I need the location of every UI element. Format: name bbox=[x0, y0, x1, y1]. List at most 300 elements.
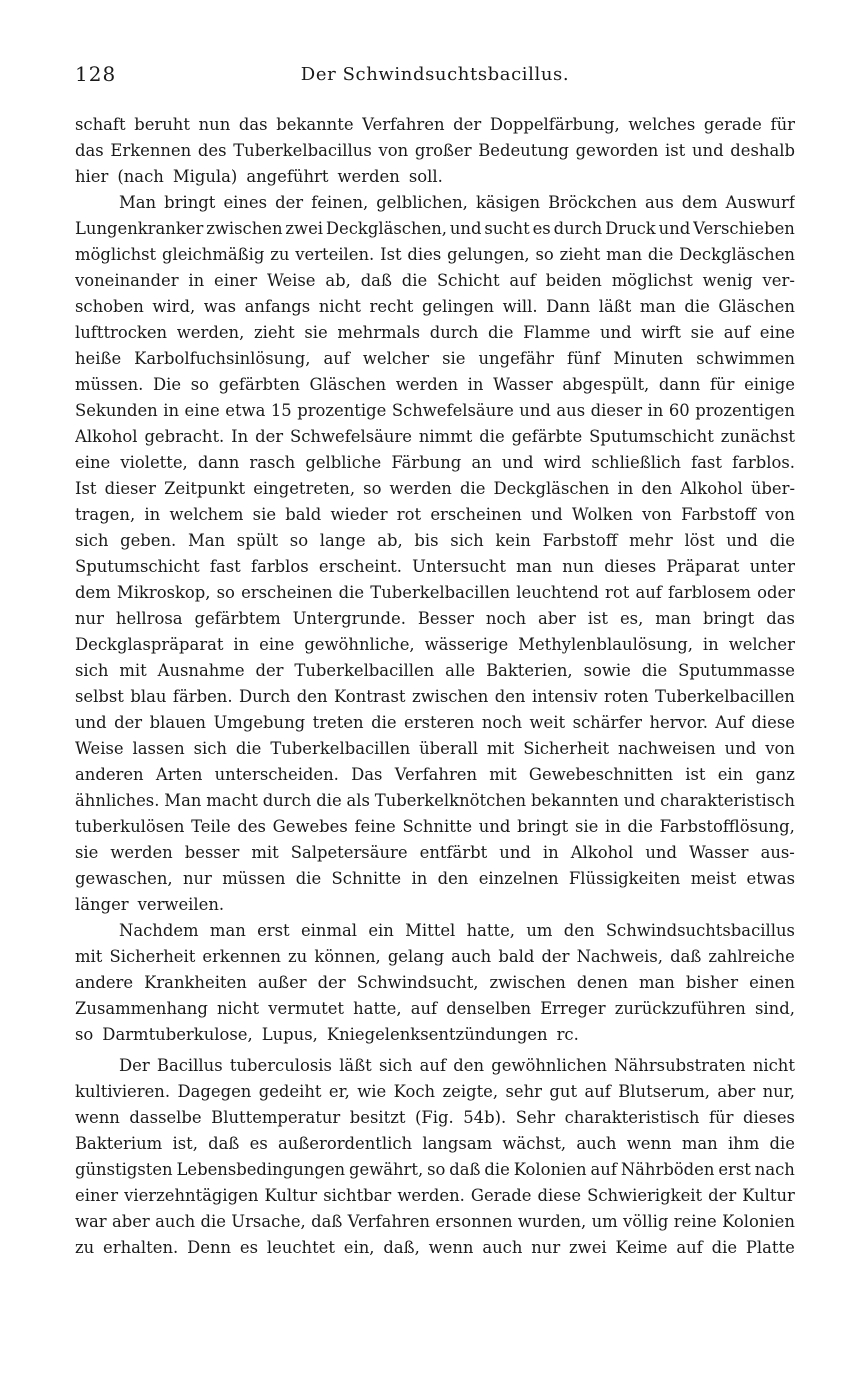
word: so bbox=[216, 583, 235, 602]
word: hatte, bbox=[466, 921, 516, 940]
word: 60 bbox=[668, 401, 690, 420]
word: ist bbox=[587, 609, 609, 628]
word: schwimmen bbox=[696, 349, 795, 368]
text-line bbox=[75, 762, 795, 788]
word: die bbox=[488, 323, 514, 342]
text-line bbox=[75, 1053, 795, 1079]
text-line bbox=[75, 710, 795, 736]
word: die bbox=[484, 1160, 510, 1179]
word: sie bbox=[442, 349, 466, 368]
word: Erreger bbox=[540, 999, 606, 1018]
word: können, bbox=[314, 947, 381, 966]
word: prozentige bbox=[297, 401, 387, 420]
word: Alkohol bbox=[570, 843, 634, 862]
word: Lungenkranker bbox=[75, 219, 204, 238]
word: in bbox=[163, 401, 180, 420]
word: und bbox=[519, 401, 551, 420]
word: mehr bbox=[629, 531, 673, 550]
word: einen bbox=[749, 973, 795, 992]
word: dem bbox=[681, 193, 718, 212]
text-line bbox=[75, 1079, 795, 1105]
word: werden bbox=[110, 843, 173, 862]
word: intensiv bbox=[531, 687, 598, 706]
word: geworden bbox=[575, 141, 659, 160]
word: Erkennen bbox=[110, 141, 192, 160]
word: ist bbox=[685, 765, 706, 784]
word: voneinander bbox=[75, 271, 179, 290]
text-line bbox=[75, 528, 795, 554]
word: sind, bbox=[755, 999, 795, 1018]
word: sie bbox=[75, 843, 99, 862]
word: es bbox=[249, 1134, 268, 1153]
word: mit bbox=[251, 843, 279, 862]
word: Weise bbox=[266, 271, 316, 290]
word: man bbox=[638, 973, 675, 992]
word: der bbox=[255, 427, 284, 446]
word: einmal bbox=[300, 921, 358, 940]
text-line bbox=[75, 372, 795, 398]
word: Auf bbox=[715, 713, 744, 732]
word: schaft bbox=[75, 115, 126, 134]
word: lassen bbox=[132, 739, 185, 758]
word: für bbox=[708, 1108, 734, 1127]
word: auch bbox=[482, 1238, 523, 1257]
word: wenn bbox=[428, 1238, 474, 1257]
word: ver- bbox=[762, 271, 795, 290]
word: in bbox=[605, 817, 621, 836]
word: Untergrunde. bbox=[292, 609, 406, 628]
word: läßt bbox=[339, 1056, 372, 1075]
word: gewährt, bbox=[349, 1160, 424, 1179]
word: mit bbox=[489, 765, 517, 784]
text-line bbox=[75, 1235, 795, 1261]
word: das bbox=[75, 141, 104, 160]
word: Sputumschicht bbox=[589, 427, 714, 446]
word: an bbox=[471, 453, 492, 472]
word: violette, bbox=[120, 453, 188, 472]
word: über- bbox=[750, 479, 795, 498]
word: man bbox=[606, 245, 642, 264]
word: nachweisen bbox=[618, 739, 716, 758]
word: Tuberkelbacillen bbox=[370, 583, 511, 602]
word: wie bbox=[357, 1082, 387, 1101]
word: Auswurf bbox=[725, 193, 795, 212]
word: und bbox=[75, 713, 107, 732]
word: Nachdem bbox=[119, 921, 199, 940]
word: sich bbox=[450, 531, 484, 550]
word: wenn bbox=[75, 1108, 120, 1127]
word: farblos. bbox=[732, 453, 795, 472]
word: nimmt bbox=[418, 427, 473, 446]
word: den bbox=[296, 687, 328, 706]
word: Deckgläschen, bbox=[325, 219, 447, 238]
word: nicht bbox=[752, 1056, 795, 1075]
word: die bbox=[200, 1212, 226, 1231]
word: dann bbox=[197, 453, 240, 472]
body-text bbox=[75, 112, 795, 1261]
word: hervor. bbox=[649, 713, 708, 732]
word: Krankheiten bbox=[144, 973, 247, 992]
word: nur, bbox=[762, 1082, 795, 1101]
word: feine bbox=[354, 817, 396, 836]
text-line bbox=[75, 632, 795, 658]
word: und bbox=[645, 843, 677, 862]
word: welcher bbox=[362, 349, 430, 368]
word: durch bbox=[429, 323, 479, 342]
word: Sicherheit bbox=[523, 739, 610, 758]
word: es bbox=[532, 219, 551, 238]
word: von bbox=[378, 141, 409, 160]
word: Kolonien bbox=[722, 1212, 795, 1231]
word: Alkohol bbox=[680, 479, 743, 498]
word: ein bbox=[717, 765, 744, 784]
word: meist bbox=[690, 869, 737, 888]
word: andere bbox=[75, 973, 134, 992]
word: dies bbox=[407, 245, 442, 264]
word: Schnitte bbox=[402, 817, 473, 836]
word: anfangs bbox=[244, 297, 311, 316]
word: Wasser bbox=[493, 375, 553, 394]
text-line bbox=[75, 996, 795, 1022]
word: gelblichen, bbox=[376, 193, 468, 212]
word: Kontrast bbox=[334, 687, 406, 706]
word: werden bbox=[389, 479, 452, 498]
word: fast bbox=[691, 453, 722, 472]
word: etwa bbox=[225, 401, 266, 420]
word: Zusammenhang bbox=[75, 999, 208, 1018]
word: Sehr bbox=[515, 1108, 556, 1127]
word: in bbox=[702, 635, 719, 654]
word: eine bbox=[259, 635, 295, 654]
word: Schwefelsäure bbox=[391, 401, 514, 420]
word: eine bbox=[184, 401, 220, 420]
word: Gläschen bbox=[718, 297, 795, 316]
word: so bbox=[190, 375, 210, 394]
word: durch bbox=[553, 219, 603, 238]
word: und bbox=[724, 739, 757, 758]
word: so bbox=[535, 245, 554, 264]
word: daß, bbox=[383, 1238, 420, 1257]
word: Flüssigkeiten bbox=[568, 869, 681, 888]
word: beiden bbox=[545, 271, 602, 290]
word: gefärbte bbox=[511, 427, 583, 446]
word: Deckgläschen bbox=[679, 245, 795, 264]
word: des bbox=[237, 817, 266, 836]
word: daß bbox=[449, 1160, 481, 1179]
word: bis bbox=[414, 531, 439, 550]
word: daß bbox=[360, 271, 392, 290]
word: in bbox=[233, 635, 250, 654]
word: wieder bbox=[330, 505, 388, 524]
word: die bbox=[235, 739, 262, 758]
word: hellrosa bbox=[115, 609, 183, 628]
word: noch bbox=[485, 609, 527, 628]
word: recht bbox=[369, 297, 414, 316]
word: Bakterien, bbox=[486, 661, 573, 680]
word: gebracht. bbox=[144, 427, 225, 446]
word: nicht bbox=[318, 297, 361, 316]
word: eine bbox=[759, 323, 795, 342]
text-line bbox=[75, 346, 795, 372]
word: etwas bbox=[746, 869, 795, 888]
word: nur bbox=[182, 869, 212, 888]
word: beruht bbox=[134, 115, 190, 134]
word: noch bbox=[481, 713, 523, 732]
word: hatte, bbox=[353, 999, 402, 1018]
word: wenig bbox=[702, 271, 753, 290]
word: zwischen bbox=[489, 973, 566, 992]
word: er, bbox=[328, 1082, 350, 1101]
word: sich bbox=[378, 1056, 413, 1075]
text-line bbox=[75, 1209, 795, 1235]
text-line bbox=[75, 320, 795, 346]
word: zu bbox=[75, 1238, 95, 1257]
word: wird, bbox=[152, 297, 196, 316]
word: vermutet bbox=[268, 999, 345, 1018]
word: dieses bbox=[604, 557, 657, 576]
word: bekannte bbox=[276, 115, 354, 134]
word: Bakterium bbox=[75, 1134, 163, 1153]
text-line bbox=[75, 580, 795, 606]
word: weit bbox=[529, 713, 566, 732]
word: wenn bbox=[626, 1134, 672, 1153]
word: auf bbox=[590, 1160, 617, 1179]
word: Ist bbox=[380, 245, 402, 264]
word: Bluttemperatur bbox=[211, 1108, 341, 1127]
word: und bbox=[478, 817, 511, 836]
text-line bbox=[75, 294, 795, 320]
word: eingetreten, bbox=[253, 479, 356, 498]
word: (nach bbox=[117, 167, 164, 186]
word: das bbox=[238, 115, 268, 134]
word: Methylenblaulösung, bbox=[518, 635, 693, 654]
word: ein, bbox=[343, 1238, 375, 1257]
word: die bbox=[647, 245, 674, 264]
word: kultivieren. bbox=[75, 1082, 171, 1101]
word: zwischen bbox=[411, 687, 489, 706]
word: rasch bbox=[249, 453, 296, 472]
word: farblos bbox=[251, 557, 309, 576]
word: zeigte, bbox=[442, 1082, 499, 1101]
word: einzelnen bbox=[478, 869, 559, 888]
word: Bacillus bbox=[156, 1056, 223, 1075]
word: aus bbox=[556, 401, 586, 420]
word: die bbox=[479, 427, 505, 446]
word: ihm bbox=[727, 1134, 760, 1153]
word: in bbox=[617, 479, 634, 498]
text-line bbox=[75, 1105, 795, 1131]
word: Mikroskop, bbox=[116, 583, 211, 602]
word: Teile bbox=[191, 817, 231, 836]
word: und bbox=[726, 531, 758, 550]
word: Bröckchen bbox=[548, 193, 637, 212]
word: daß bbox=[208, 1134, 240, 1153]
word: gefärbten bbox=[218, 375, 300, 394]
word: die bbox=[401, 271, 428, 290]
word: auf bbox=[323, 349, 350, 368]
word: tuberculosis bbox=[229, 1056, 332, 1075]
word: gerade bbox=[703, 115, 762, 134]
text-line bbox=[75, 424, 795, 450]
text-line bbox=[75, 1131, 795, 1157]
word: Kultur bbox=[742, 1186, 795, 1205]
word: unter bbox=[749, 557, 795, 576]
word: welchem bbox=[169, 505, 244, 524]
word: länger bbox=[75, 895, 129, 914]
word: erscheinen bbox=[430, 505, 522, 524]
word: Wolken bbox=[571, 505, 633, 524]
word: zurückzuführen bbox=[614, 999, 746, 1018]
word: zwei bbox=[569, 1238, 607, 1257]
word: man bbox=[681, 1134, 718, 1153]
word: Kniegelenksentzündungen bbox=[326, 1025, 548, 1044]
word: die bbox=[295, 869, 322, 888]
word: erkennen bbox=[202, 947, 281, 966]
word: Nährsubstraten bbox=[614, 1056, 746, 1075]
word: nun bbox=[198, 115, 231, 134]
word: zieht bbox=[559, 245, 601, 264]
word: und bbox=[658, 219, 691, 238]
word: außer bbox=[257, 973, 307, 992]
word: den bbox=[437, 869, 469, 888]
word: macht bbox=[206, 791, 258, 810]
word: nur bbox=[75, 609, 104, 628]
word: daß bbox=[311, 1212, 343, 1231]
text-line bbox=[75, 866, 795, 892]
word: nun bbox=[562, 557, 594, 576]
word: von bbox=[642, 505, 672, 524]
word: sowie bbox=[583, 661, 631, 680]
word: rot bbox=[396, 505, 422, 524]
word: erst bbox=[257, 921, 290, 940]
word: denselben bbox=[446, 999, 532, 1018]
word: vierzehntägigen bbox=[124, 1186, 259, 1205]
word: durch bbox=[262, 791, 312, 810]
word: gelang bbox=[387, 947, 445, 966]
text-line bbox=[75, 658, 795, 684]
word: mit bbox=[75, 947, 103, 966]
word: bald bbox=[498, 947, 535, 966]
word: völlig bbox=[623, 1212, 669, 1231]
word: auf bbox=[676, 1238, 703, 1257]
page-header bbox=[75, 62, 795, 88]
word: aber bbox=[717, 1082, 756, 1101]
word: soll. bbox=[408, 167, 443, 186]
word: langsam bbox=[422, 1134, 493, 1153]
word: ein bbox=[368, 921, 394, 940]
word: treten bbox=[312, 713, 364, 732]
word: blau bbox=[130, 687, 167, 706]
word: Durch bbox=[239, 687, 291, 706]
text-line bbox=[75, 606, 795, 632]
word: schoben bbox=[75, 297, 144, 316]
word: bringt bbox=[517, 817, 569, 836]
text-line bbox=[75, 502, 795, 528]
text-line bbox=[75, 1183, 795, 1209]
word: Untersucht bbox=[412, 557, 506, 576]
word: müssen bbox=[222, 869, 286, 888]
word: die bbox=[769, 531, 795, 550]
word: diese bbox=[751, 713, 795, 732]
text-line bbox=[75, 268, 795, 294]
word: kein bbox=[495, 531, 531, 550]
word: Nährböden bbox=[620, 1160, 715, 1179]
word: Karbolfuchsinlösung, bbox=[134, 349, 311, 368]
word: unterscheiden. bbox=[214, 765, 339, 784]
word: aus bbox=[645, 193, 674, 212]
word: hier bbox=[75, 167, 109, 186]
word: verteilen. bbox=[295, 245, 375, 264]
word: Zeitpunkt bbox=[164, 479, 246, 498]
word: Man bbox=[164, 791, 202, 810]
word: den bbox=[641, 479, 673, 498]
word: wässerige bbox=[424, 635, 509, 654]
word: selbst bbox=[75, 687, 124, 706]
word: ungefähr bbox=[478, 349, 555, 368]
word: gelingen bbox=[421, 297, 494, 316]
word: Ausnahme bbox=[157, 661, 245, 680]
word: war bbox=[75, 1212, 107, 1231]
word: lange bbox=[319, 531, 366, 550]
text-line bbox=[75, 918, 795, 944]
word: Verfahren bbox=[362, 115, 445, 134]
word: zu bbox=[288, 947, 308, 966]
word: so bbox=[427, 1160, 446, 1179]
word: schärfer bbox=[572, 713, 642, 732]
word: zwei bbox=[285, 219, 324, 238]
word: Man bbox=[187, 531, 226, 550]
word: großer bbox=[414, 141, 472, 160]
word: sich bbox=[75, 531, 109, 550]
text-line bbox=[75, 684, 795, 710]
word: nach bbox=[754, 1160, 795, 1179]
word: erhalten. bbox=[103, 1238, 179, 1257]
word: aber bbox=[111, 1212, 150, 1231]
word: schließlich bbox=[591, 453, 681, 472]
word: zahlreiche bbox=[708, 947, 795, 966]
word: diese bbox=[537, 1186, 582, 1205]
word: auf bbox=[419, 1056, 447, 1075]
word: Kolonien bbox=[513, 1160, 587, 1179]
word: die bbox=[316, 791, 342, 810]
text-line bbox=[75, 242, 795, 268]
word: der bbox=[708, 1186, 737, 1205]
word: der bbox=[255, 661, 284, 680]
word: Gerade bbox=[470, 1186, 532, 1205]
word: um bbox=[526, 921, 553, 940]
word: und bbox=[691, 141, 724, 160]
word: Schicht bbox=[437, 271, 500, 290]
word: dieser bbox=[104, 479, 156, 498]
word: welches bbox=[628, 115, 696, 134]
word: für bbox=[770, 115, 795, 134]
word: auf bbox=[410, 999, 438, 1018]
word: dann bbox=[658, 375, 701, 394]
word: die bbox=[459, 479, 486, 498]
word: der bbox=[317, 973, 346, 992]
word: es, bbox=[619, 609, 644, 628]
word: Schnitte bbox=[331, 869, 402, 888]
word: Bedeutung bbox=[478, 141, 569, 160]
text-line bbox=[75, 476, 795, 502]
text-line bbox=[75, 814, 795, 840]
word: der bbox=[541, 947, 570, 966]
word: Tuberkelbacillus bbox=[233, 141, 372, 160]
word: Gewebeschnitten bbox=[528, 765, 673, 784]
word: Sputumschicht bbox=[75, 557, 200, 576]
word: Gläschen bbox=[309, 375, 387, 394]
word: zwischen bbox=[206, 219, 283, 238]
